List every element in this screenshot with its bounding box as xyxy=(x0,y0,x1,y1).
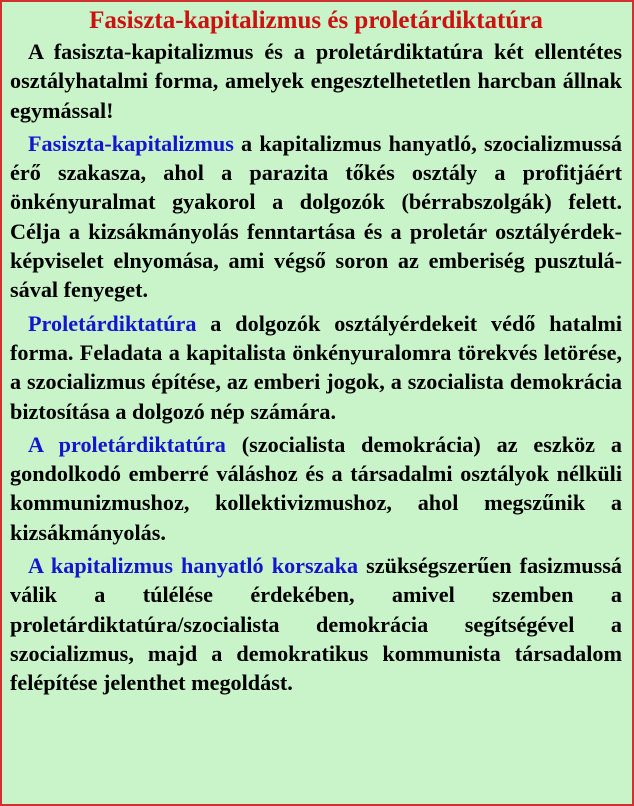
paragraph-declining-capitalism xyxy=(10,551,622,697)
paragraph-text: szükségszerűen fasizmussá válik a túlélése érdekében, amivel szemben a proletárdiktatúra/szocialista demokrácia segítségével a szocializmus, majd a demokratikus kommunista társadalom felépítése jelenthet megoldást. xyxy=(10,553,622,696)
paragraph-lead: A proletárdiktatúra xyxy=(28,431,226,457)
paragraph-fascist-capitalism xyxy=(10,129,622,305)
paragraph-proletarian-dictatorship xyxy=(10,309,622,426)
paragraph-intro xyxy=(10,37,622,125)
paragraph-socialist-democracy xyxy=(10,430,622,547)
document-title: Fasiszta-kapitalizmus és proletárdiktatúra xyxy=(89,7,543,34)
paragraph-text: a kapitalizmus hanyatló, szocializmussá érő szakasza, ahol a parazita tőkés osztály a profitjáért önkényuralmat gyakorol a dolgozók (bérrabszolgák) felett. Célja a kizsákmányolás fenntartása és a proletár osztályérdek-képviselet elnyomása, ami végső soron az emberiség pusztulásával fenyeget. xyxy=(10,130,622,303)
paragraph-lead: A kapitalizmus hanyatló korszaka xyxy=(28,553,359,579)
paragraph-lead: Fasiszta-kapitalizmus xyxy=(28,130,234,156)
paragraph-text: (szocialista demokrácia) az eszköz a gondolkodó emberré váláshoz és a társadalmi osztályok nélküli kommunizmushoz, kollektivizmushoz, ahol megszűnik a kizsákmányolás. xyxy=(10,431,622,545)
paragraph-text: a dolgozók osztályérdekeit védő hatalmi forma. Feladata a kapitalista önkényuralomra törekvés letörése, a szocializmus építése, az emberi jogok, a szocialista demokrácia biztosítása a dolgozó nép számára. xyxy=(10,310,622,424)
paragraph-text: A fasiszta-kapitalizmus és a proletárdiktatúra két ellentétes osztályhatalmi forma, amelyek engesztelhetetlen harcban állnak egymással! xyxy=(10,39,622,123)
paragraph-lead: Proletárdiktatúra xyxy=(28,310,197,336)
